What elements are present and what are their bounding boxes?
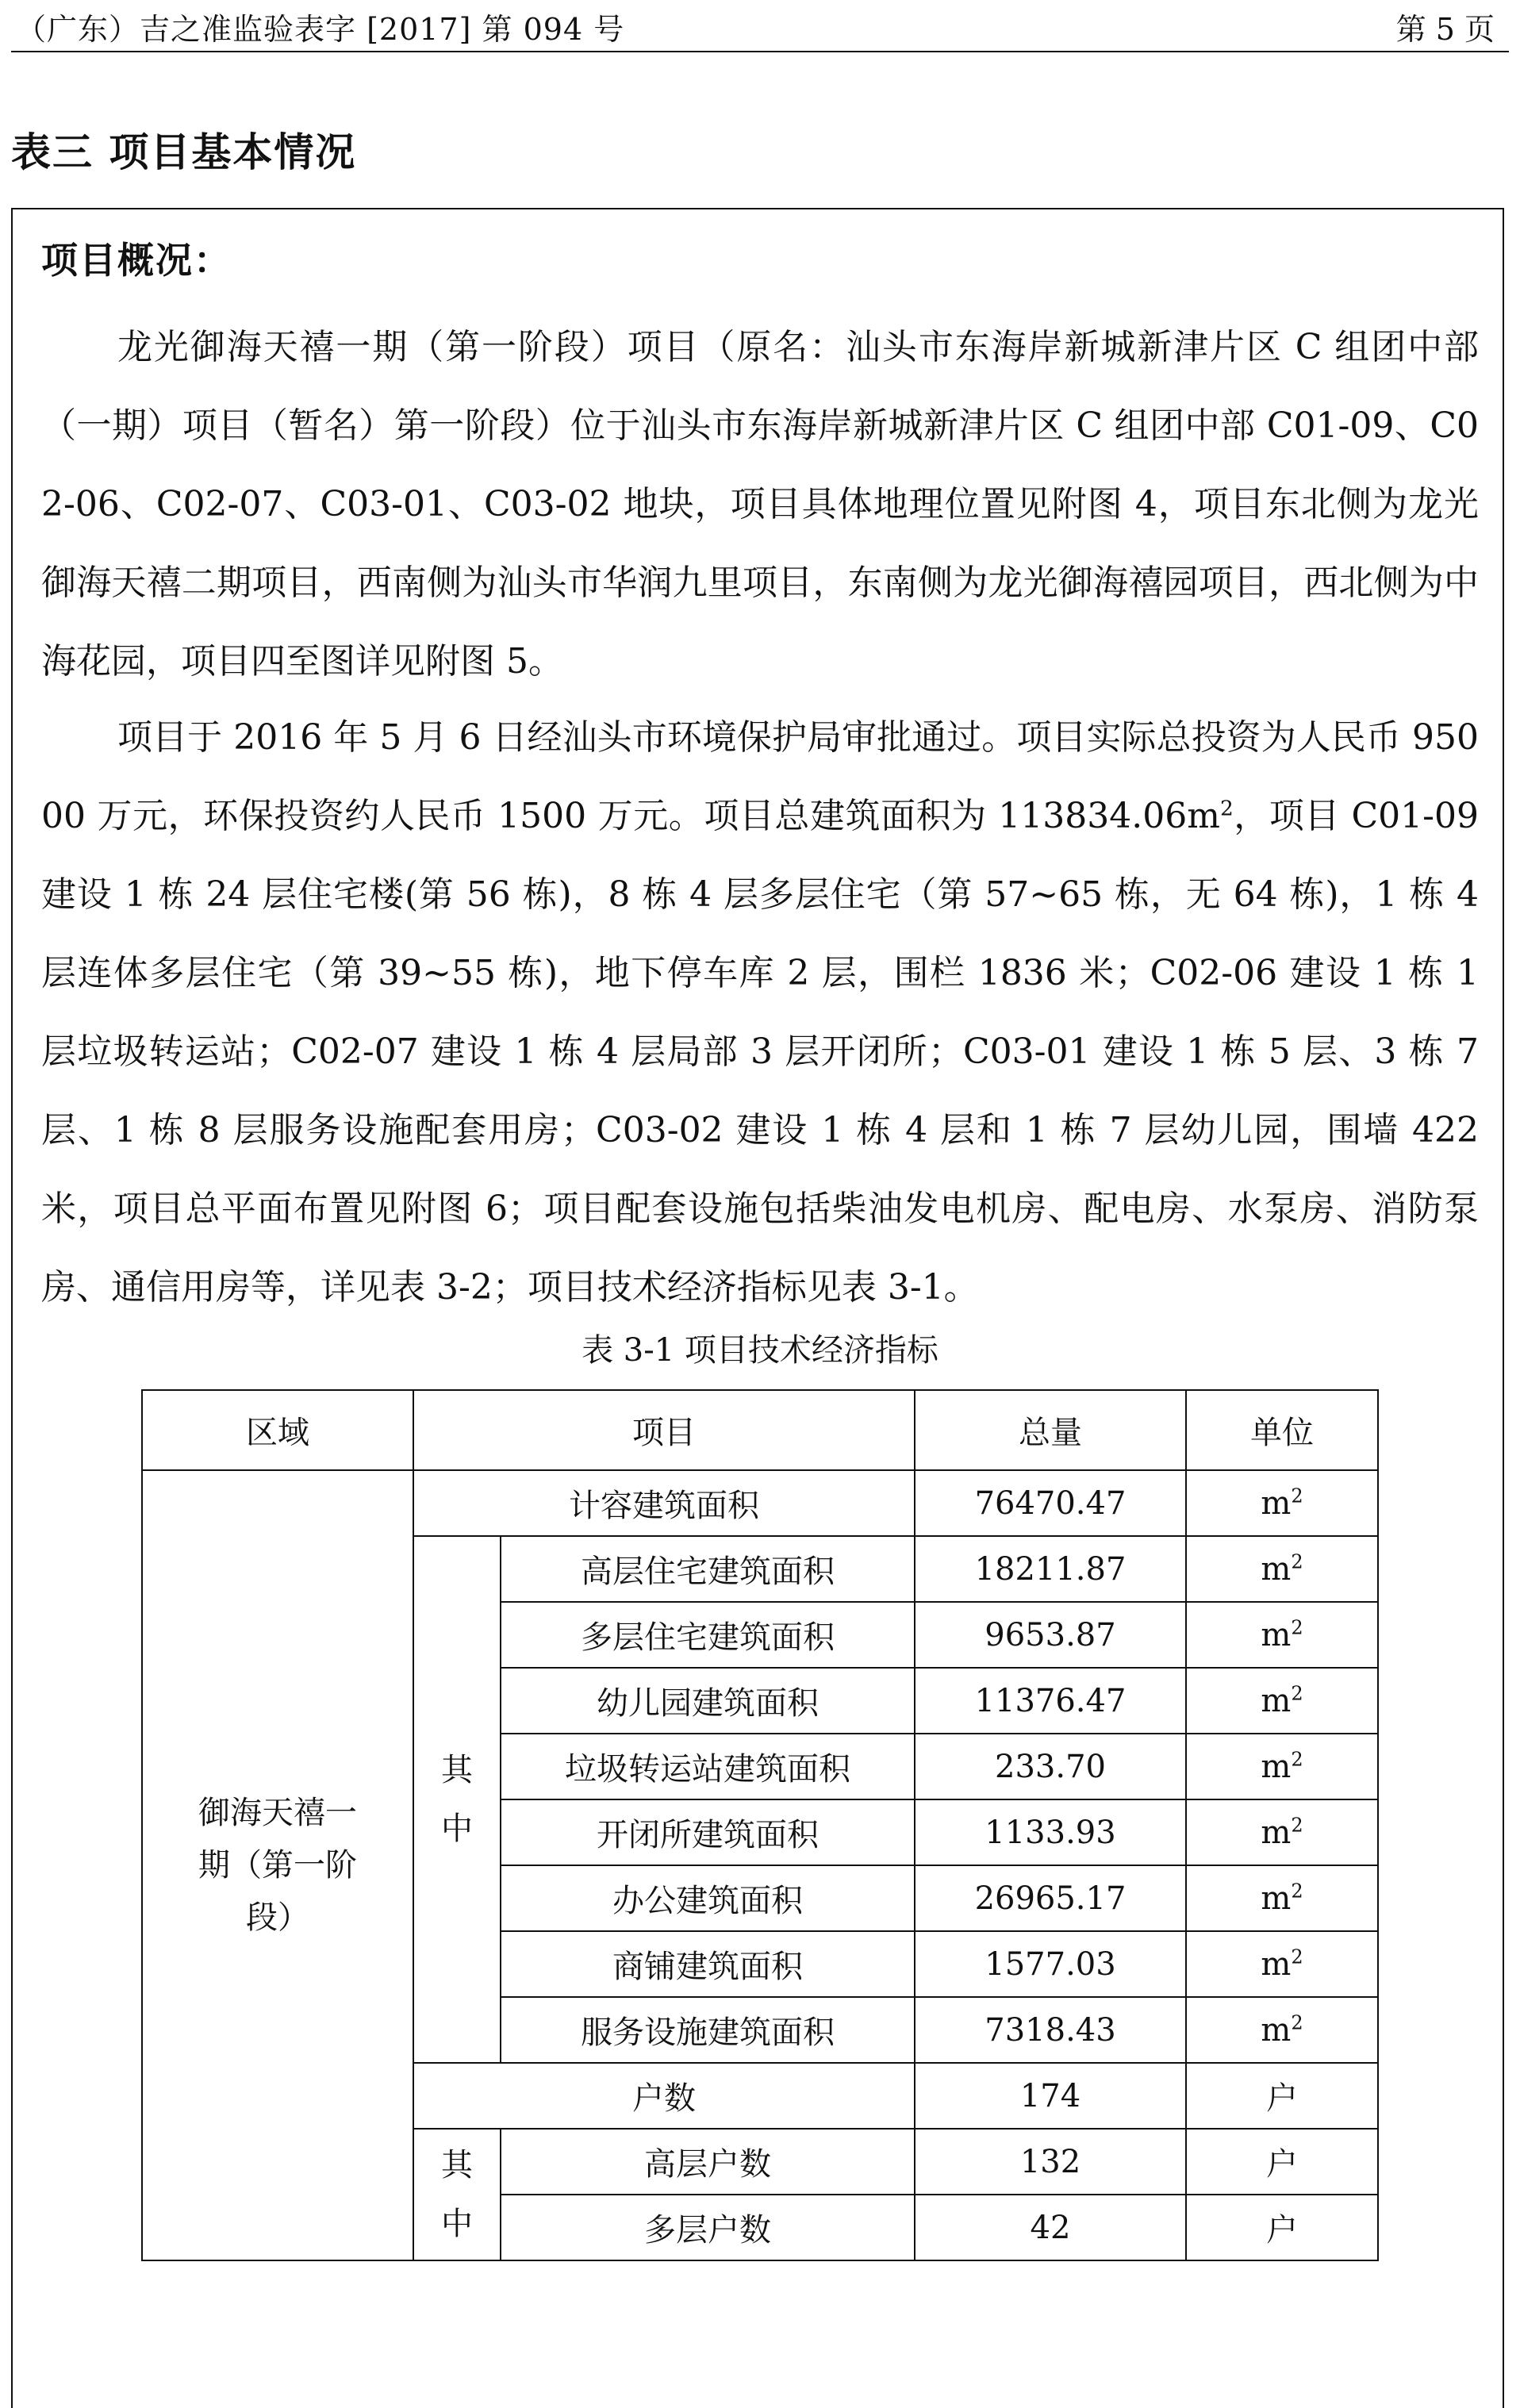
item-cell: 垃圾转运站建筑面积 [501, 1734, 915, 1799]
header-total: 总量 [915, 1390, 1186, 1470]
total-cell: 7318.43 [915, 1997, 1186, 2063]
item-cell: 幼儿园建筑面积 [501, 1668, 915, 1734]
total-cell: 42 [915, 2195, 1186, 2260]
unit-cell: $m^2$ [1186, 1668, 1378, 1734]
item-cell: 高层住宅建筑面积 [501, 1536, 915, 1602]
item-cell: 户数 [413, 2063, 915, 2129]
table-caption: 表 3-1 项目技术经济指标 [582, 1332, 938, 1369]
region-name: 御海天禧一期（第一阶段） [198, 1795, 357, 1936]
subsection-title: 项目概况： [41, 239, 232, 282]
table-row [142, 1470, 1378, 1536]
paragraph-2-text-a: 项目于 2016 年 5 月 6 日经汕头市环境保护局审批通过。项目实际总投资为人民币 95000 万元，环保投资约人民币 1500 万元。项目总建筑面积为 113834.06m [41, 717, 1479, 836]
header-item: 项目 [413, 1390, 915, 1470]
total-cell: 1133.93 [915, 1799, 1186, 1865]
total-cell: 18211.87 [915, 1536, 1186, 1602]
total-cell: 174 [915, 2063, 1186, 2129]
unit-cell: $m^2$ [1186, 1734, 1378, 1799]
header-region: 区域 [142, 1390, 413, 1470]
item-cell: 高层户数 [501, 2129, 915, 2195]
unit-cell: $m^2$ [1186, 1865, 1378, 1931]
unit-cell: $m^2$ [1186, 1470, 1378, 1536]
overview-paragraph-2 [41, 698, 1479, 1327]
table-header-row [142, 1390, 1378, 1470]
qizhong-cell-2 [413, 2129, 501, 2260]
total-cell: 9653.87 [915, 1602, 1186, 1668]
unit-cell: 户 [1186, 2195, 1378, 2260]
qizhong-cell-1 [413, 1536, 501, 2063]
qizhong-label-2: 其中 [441, 2147, 473, 2242]
item-cell: 办公建筑面积 [501, 1865, 915, 1931]
unit-cell: $m^2$ [1186, 1997, 1378, 2063]
unit-cell: $m^2$ [1186, 1931, 1378, 1997]
page-number: 第 5 页 [1395, 12, 1495, 47]
section-title: 表三 项目基本情况 [11, 129, 357, 175]
item-cell: 服务设施建筑面积 [501, 1997, 915, 2063]
qizhong-label-1: 其中 [441, 1752, 473, 1847]
total-cell: 233.70 [915, 1734, 1186, 1799]
document-number: （广东）吉之准监验表字 [2017] 第 094 号 [16, 12, 625, 47]
total-cell: 1577.03 [915, 1931, 1186, 1997]
item-cell: 计容建筑面积 [413, 1470, 915, 1536]
total-cell: 132 [915, 2129, 1186, 2195]
unit-cell: $m^2$ [1186, 1536, 1378, 1602]
indicator-table [141, 1389, 1379, 2261]
unit-cell: $m^2$ [1186, 1799, 1378, 1865]
item-cell: 多层住宅建筑面积 [501, 1602, 915, 1668]
overview-paragraph-1: 龙光御海天禧一期（第一阶段）项目（原名：汕头市东海岸新城新津片区 C 组团中部（一期）项目（暂名）第一阶段）位于汕头市东海岸新城新津片区 C 组团中部 C01-09、C02-06、C02-07、C03-01、C03-02 地块，项目具体地理位置见附图 4，项目东北侧为龙光御海天禧二期项目，西南侧为汕头市华润九里项目，东南侧为龙光御海禧园项目，西北侧为中海花园，项目四至图详见附图 5。 [41, 327, 1479, 682]
total-cell: 11376.47 [915, 1668, 1186, 1734]
paragraph-2-text-b: ，项目 C01-09 建设 1 栋 24 层住宅楼(第 56 栋)，8 栋 4 层多层住宅（第 57~65 栋，无 64 栋)，1 栋 4 层连体多层住宅（第 39~55 栋)，地下停车库 2 层，围栏 1836 米；C02-06 建设 1 栋 1 层垃圾转运站；C02-07 建设 1 栋 4 层局部 3 层开闭所；C03-01 建设 1 栋 5 层、3 栋 7 层、1 栋 8 层服务设施配套用房；C03-02 建设 1 栋 4 层和 1 栋 7 层幼儿园，围墙 422 米，项目总平面布置见附图 6；项目配套设施包括柴油发电机房、配电房、水泵房、消防泵房、通信用房等，详见表 3-2；项目技术经济指标见表 3-1。 [41, 796, 1479, 1308]
unit-cell: 户 [1186, 2129, 1378, 2195]
header-unit: 单位 [1186, 1390, 1378, 1470]
unit-cell: 户 [1186, 2063, 1378, 2129]
header-rule [11, 51, 1509, 52]
item-cell: 多层户数 [501, 2195, 915, 2260]
paragraph-2-superscript: 2 [1219, 796, 1234, 821]
unit-cell: $m^2$ [1186, 1602, 1378, 1668]
item-cell: 商铺建筑面积 [501, 1931, 915, 1997]
total-cell: 76470.47 [915, 1470, 1186, 1536]
total-cell: 26965.17 [915, 1865, 1186, 1931]
item-cell: 开闭所建筑面积 [501, 1799, 915, 1865]
region-cell [142, 1470, 413, 2260]
